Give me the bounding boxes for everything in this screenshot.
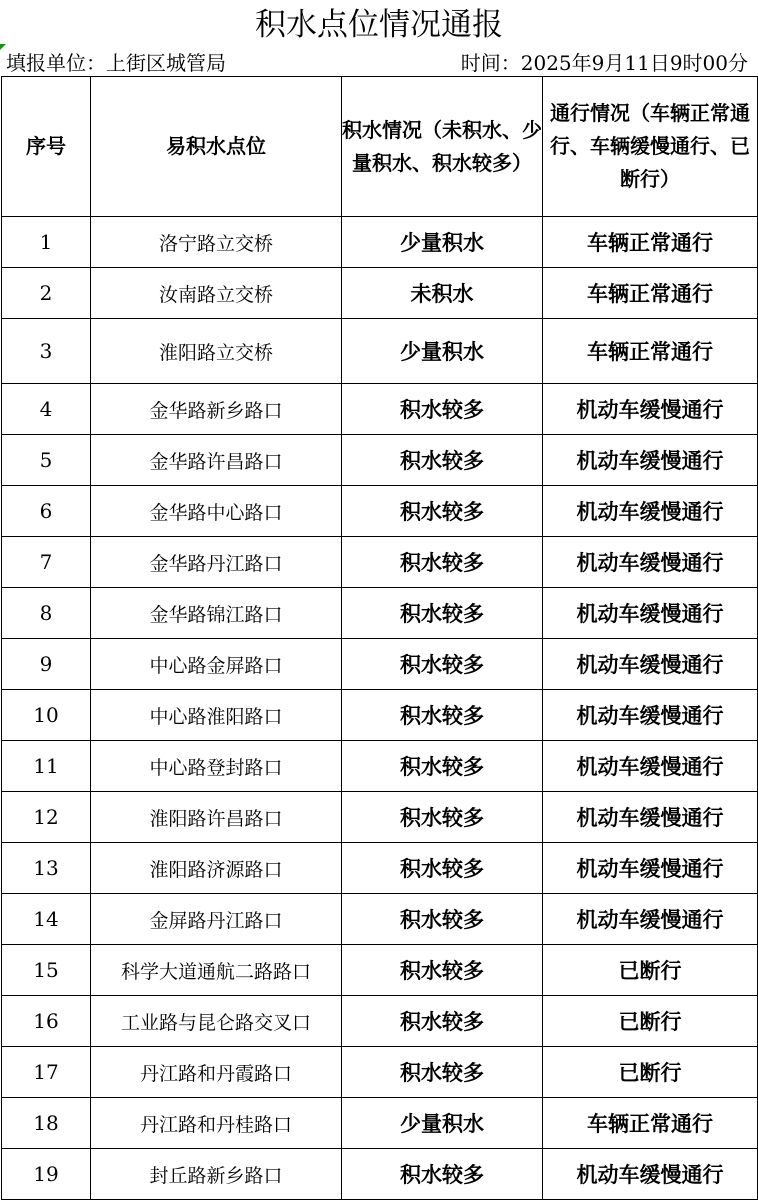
- table-row: [2, 945, 758, 996]
- row-traffic-status: 车辆正常通行: [543, 268, 758, 319]
- row-location: 金华路中心路口: [91, 486, 342, 537]
- table-row: [2, 690, 758, 741]
- row-water-status: 未积水: [342, 268, 543, 319]
- row-number: 16: [2, 996, 91, 1047]
- table-body: [2, 217, 758, 1200]
- row-water-status: 积水较多: [342, 741, 543, 792]
- report-time: 时间：2025年9月11日9时00分: [460, 51, 748, 75]
- row-number: 11: [2, 741, 91, 792]
- row-traffic-status: 车辆正常通行: [543, 217, 758, 268]
- row-location: 金屏路丹江路口: [91, 894, 342, 945]
- report-info-row: [0, 48, 758, 76]
- row-location: 中心路淮阳路口: [91, 690, 342, 741]
- row-water-status: 积水较多: [342, 690, 543, 741]
- row-location: 淮阳路立交桥: [91, 319, 342, 384]
- row-number: 3: [2, 319, 91, 384]
- table-row: [2, 486, 758, 537]
- table-row: [2, 1149, 758, 1200]
- row-traffic-status: 机动车缓慢通行: [543, 537, 758, 588]
- row-location: 中心路登封路口: [91, 741, 342, 792]
- row-location: 工业路与昆仑路交叉口: [91, 996, 342, 1047]
- table-row: [2, 792, 758, 843]
- row-traffic-status: 机动车缓慢通行: [543, 639, 758, 690]
- row-water-status: 少量积水: [342, 217, 543, 268]
- row-traffic-status: 已断行: [543, 1047, 758, 1098]
- row-traffic-status: 车辆正常通行: [543, 1098, 758, 1149]
- row-water-status: 积水较多: [342, 1149, 543, 1200]
- row-location: 汝南路立交桥: [91, 268, 342, 319]
- header-location: 易积水点位: [91, 77, 342, 217]
- row-traffic-status: 机动车缓慢通行: [543, 588, 758, 639]
- row-traffic-status: 机动车缓慢通行: [543, 741, 758, 792]
- table-row: [2, 741, 758, 792]
- report-title: 积水点位情况通报: [255, 7, 503, 43]
- table-row: [2, 435, 758, 486]
- row-traffic-status: 机动车缓慢通行: [543, 486, 758, 537]
- row-location: 淮阳路济源路口: [91, 843, 342, 894]
- row-traffic-status: 机动车缓慢通行: [543, 1149, 758, 1200]
- row-number: 4: [2, 384, 91, 435]
- row-traffic-status: 机动车缓慢通行: [543, 843, 758, 894]
- table-row: [2, 639, 758, 690]
- row-water-status: 积水较多: [342, 639, 543, 690]
- row-water-status: 积水较多: [342, 384, 543, 435]
- row-number: 9: [2, 639, 91, 690]
- row-number: 6: [2, 486, 91, 537]
- header-no: 序号: [2, 77, 91, 217]
- header-traffic: 通行情况（车辆正常通行、车辆缓慢通行、已断行）: [543, 77, 758, 217]
- row-number: 10: [2, 690, 91, 741]
- row-water-status: 积水较多: [342, 537, 543, 588]
- row-location: 中心路金屏路口: [91, 639, 342, 690]
- row-location: 封丘路新乡路口: [91, 1149, 342, 1200]
- table-row: [2, 588, 758, 639]
- row-traffic-status: 已断行: [543, 945, 758, 996]
- row-number: 2: [2, 268, 91, 319]
- row-number: 8: [2, 588, 91, 639]
- row-location: 洛宁路立交桥: [91, 217, 342, 268]
- row-number: 17: [2, 1047, 91, 1098]
- table-row: [2, 1098, 758, 1149]
- table-row: [2, 319, 758, 384]
- table-row: [2, 894, 758, 945]
- table-row: [2, 268, 758, 319]
- row-location: 金华路丹江路口: [91, 537, 342, 588]
- row-traffic-status: 机动车缓慢通行: [543, 384, 758, 435]
- row-number: 7: [2, 537, 91, 588]
- row-traffic-status: 车辆正常通行: [543, 319, 758, 384]
- table-header-row: [2, 77, 758, 217]
- row-location: 丹江路和丹霞路口: [91, 1047, 342, 1098]
- row-number: 5: [2, 435, 91, 486]
- table-row: [2, 996, 758, 1047]
- row-water-status: 积水较多: [342, 435, 543, 486]
- row-water-status: 积水较多: [342, 945, 543, 996]
- row-location: 金华路新乡路口: [91, 384, 342, 435]
- row-location: 金华路锦江路口: [91, 588, 342, 639]
- row-traffic-status: 机动车缓慢通行: [543, 792, 758, 843]
- filing-unit: 填报单位：上街区城管局: [6, 51, 226, 75]
- row-water-status: 积水较多: [342, 894, 543, 945]
- row-water-status: 少量积水: [342, 319, 543, 384]
- row-number: 18: [2, 1098, 91, 1149]
- row-location: 淮阳路许昌路口: [91, 792, 342, 843]
- table-row: [2, 217, 758, 268]
- waterlogging-table: [1, 76, 758, 1200]
- row-water-status: 积水较多: [342, 792, 543, 843]
- table-row: [2, 843, 758, 894]
- row-location: 丹江路和丹桂路口: [91, 1098, 342, 1149]
- row-traffic-status: 机动车缓慢通行: [543, 894, 758, 945]
- row-number: 12: [2, 792, 91, 843]
- table-row: [2, 1047, 758, 1098]
- row-number: 14: [2, 894, 91, 945]
- row-traffic-status: 机动车缓慢通行: [543, 435, 758, 486]
- row-water-status: 积水较多: [342, 588, 543, 639]
- table-row: [2, 384, 758, 435]
- row-water-status: 积水较多: [342, 486, 543, 537]
- row-traffic-status: 已断行: [543, 996, 758, 1047]
- header-water: 积水情况（未积水、少量积水、积水较多）: [342, 77, 543, 217]
- table-row: [2, 537, 758, 588]
- row-location: 金华路许昌路口: [91, 435, 342, 486]
- row-location: 科学大道通航二路路口: [91, 945, 342, 996]
- row-water-status: 积水较多: [342, 1047, 543, 1098]
- row-number: 19: [2, 1149, 91, 1200]
- row-number: 13: [2, 843, 91, 894]
- row-water-status: 少量积水: [342, 1098, 543, 1149]
- row-number: 15: [2, 945, 91, 996]
- row-number: 1: [2, 217, 91, 268]
- row-water-status: 积水较多: [342, 996, 543, 1047]
- row-water-status: 积水较多: [342, 843, 543, 894]
- row-traffic-status: 机动车缓慢通行: [543, 690, 758, 741]
